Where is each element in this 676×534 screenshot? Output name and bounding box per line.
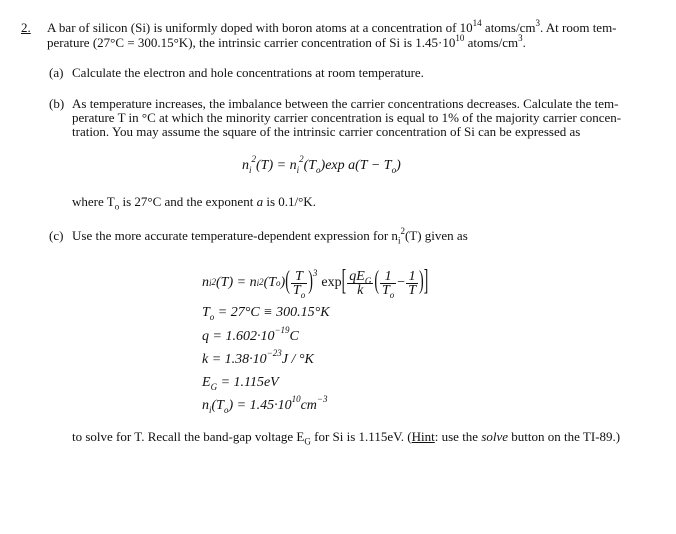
def-ni-unit: cm — [300, 398, 317, 413]
part-a-label: (a) — [49, 65, 64, 80]
part-c-text — [72, 225, 468, 246]
part-a-text: Calculate the electron and hole concentrations at room temperature. — [72, 65, 424, 80]
eq-c-paren2-open: ( — [374, 267, 379, 297]
def-k-sup: −23 — [266, 348, 282, 359]
def-ni-value: ) = 1.45·10 — [228, 398, 292, 413]
intro-exponent-2: 10 — [455, 32, 465, 43]
eq-c-exp: exp — [321, 275, 342, 290]
eq-b-rhs-d: a — [348, 158, 356, 173]
eq-b-sub-o-2: o — [391, 164, 397, 175]
eq-b-rhs-e: (T − T — [355, 158, 392, 173]
part-b-where — [72, 194, 316, 212]
eq-b-rhs-b: (T — [303, 158, 317, 173]
def-k — [202, 348, 314, 368]
problem-intro-line2 — [47, 32, 526, 50]
eq-b-rhs-a: (T) = n — [256, 158, 297, 173]
part-c-label: (c) — [49, 228, 64, 243]
problem-number — [21, 21, 31, 35]
where-var-a: a — [256, 194, 264, 209]
def-ni-var: n — [202, 398, 209, 413]
def-to-var: T — [202, 305, 210, 320]
eq-c-frac-1-t — [406, 270, 418, 297]
def-k-unit: J / °K — [281, 352, 314, 367]
eq-c-frac-den: T — [292, 282, 301, 298]
eq-b-sup-2: 2 — [251, 154, 257, 165]
def-k-value: = 1.38·10 — [208, 352, 267, 367]
def-q — [202, 325, 299, 345]
closing-text-d: button on the TI-89.) — [508, 429, 621, 444]
problem-number-label: 2. — [21, 20, 31, 35]
eq-c-frac-den-wrap — [291, 282, 307, 300]
def-k-var: k — [202, 352, 209, 367]
eq-c-minus: − — [397, 275, 406, 290]
part-c-text-b: (T) given as — [404, 228, 468, 243]
def-eg — [202, 375, 279, 391]
eq-c-paren2-close: ) — [418, 267, 424, 297]
where-text-a: where T — [72, 194, 115, 209]
intro-cube-1: 3 — [535, 17, 540, 28]
part-b-label: (b) — [49, 96, 65, 111]
closing-text-c: : use the — [434, 429, 482, 444]
where-text-b: is 27°C and the exponent — [119, 194, 257, 209]
closing-sub-g: G — [304, 436, 311, 447]
eq-c-frac-qe-num — [347, 270, 373, 284]
def-q-sup: −19 — [274, 325, 290, 336]
eq-c-one-a: 1 — [380, 270, 396, 284]
intro-text-1: A bar of silicon (Si) is uniformly doped with boron atoms at a concentration of 10 — [47, 20, 473, 35]
def-to-value: = 27°C ≡ 300.15°K — [214, 305, 330, 320]
eq-c-k: k — [357, 282, 364, 298]
eq-c-frac-num: T — [291, 270, 307, 284]
part-c-sub-i: i — [397, 235, 401, 246]
eq-c-to-wrap — [380, 282, 396, 300]
eq-c-frac-t — [291, 268, 307, 300]
eq-b-sub-o: o — [316, 164, 321, 175]
def-q-value: = 1.602·10 — [209, 329, 275, 344]
closing-text-b: for Si is 1.115eV. ( — [310, 429, 412, 444]
eq-b-n: n — [242, 158, 249, 173]
eq-c-one-b: 1 — [406, 270, 418, 284]
problem-intro-line1 — [47, 17, 617, 35]
def-ni-sup: 10 — [291, 394, 301, 405]
eq-c-frac-sub-o: o — [300, 289, 306, 300]
eq-c-frac-qe — [347, 270, 373, 297]
eq-c-t: T — [408, 282, 416, 298]
eq-c-paren-close: ) — [308, 267, 313, 297]
def-eg-var: E — [202, 375, 211, 390]
eq-c-bracket-open: [ — [341, 266, 347, 298]
eq-c-bracket-close: ] — [423, 266, 429, 298]
def-eg-value: = 1.115eV — [217, 375, 279, 390]
closing-text-a: to solve for T. Recall the band-gap voltage E — [72, 429, 305, 444]
eq-b-rhs-c: )exp — [320, 158, 345, 173]
part-c-sup-2: 2 — [400, 225, 405, 236]
part-b-line2: perature T in °C at which the minority carrier concentration is equal to 1% of the majority carrier concen- — [72, 110, 622, 125]
def-to-sub: o — [209, 311, 215, 322]
def-ni — [202, 394, 328, 415]
eq-c-mid3: ) — [280, 275, 286, 290]
closing-hint: Hint — [411, 429, 435, 444]
def-ni-paren: (T — [211, 398, 224, 413]
eq-c-mid1: (T) = n — [216, 275, 257, 290]
eq-c-mid2: (T — [263, 275, 277, 290]
intro-end-2: . — [522, 35, 526, 50]
intro-unit-2: atoms/cm — [464, 35, 519, 50]
intro-text-2: perature (27°C = 300.15°K), the intrinsic carrier concentration of Si is 1.45·10 — [47, 35, 456, 50]
where-text-d: is 0.1/°K. — [263, 194, 316, 209]
intro-end-1: . At room tem- — [539, 20, 617, 35]
eq-b-sub-i: i — [249, 164, 252, 175]
eq-c-to: T — [381, 282, 390, 298]
part-c-equation: n i $^2$ (T) = n i $^2$ (T o ) ( $\frac{T}{T_o}$ ) $^3$ exp [ $\frac{qE_G}{k}$ ( $\frac{1}{T_o}$ − $\frac{1}{T}$ ) ] — [202, 266, 429, 300]
eq-c-to-sub: o — [389, 289, 395, 300]
eq-c-paren-open: ( — [285, 267, 290, 297]
def-q-unit: C — [289, 329, 299, 344]
part-b-line1: As temperature increases, the imbalance between the carrier concentrations decreases. Calculate the tem- — [72, 96, 619, 111]
def-ni-sub2: o — [223, 404, 229, 415]
def-ni-sup2: −3 — [316, 394, 328, 405]
eq-b-rhs-f: ) — [396, 158, 401, 173]
closing-solve: solve — [481, 429, 509, 444]
def-eg-sub: G — [210, 381, 218, 392]
intro-cube-2: 3 — [518, 32, 523, 43]
part-b-line3: tration. You may assume the square of the intrinsic carrier concentration of Si can be expressed as — [72, 124, 581, 139]
eq-c-frac-1-to — [380, 268, 396, 300]
def-to — [202, 305, 330, 321]
def-ni-sub: i — [209, 404, 212, 415]
part-c-text-a: Use the more accurate temperature-dependent expression for n — [72, 228, 398, 243]
eq-b-sub-i-2: i — [296, 164, 300, 175]
eq-c-qe: qE — [349, 268, 365, 284]
part-b-equation — [242, 154, 401, 175]
part-c-closing — [72, 429, 621, 447]
intro-exponent-1: 14 — [472, 17, 482, 28]
intro-unit-1: atoms/cm — [481, 20, 536, 35]
def-q-var: q — [202, 329, 209, 344]
eq-c-sub-g: G — [364, 275, 372, 286]
where-sub-o: o — [114, 201, 120, 212]
eq-c-n: n — [202, 275, 209, 290]
eq-b-sup-2b: 2 — [299, 154, 304, 165]
